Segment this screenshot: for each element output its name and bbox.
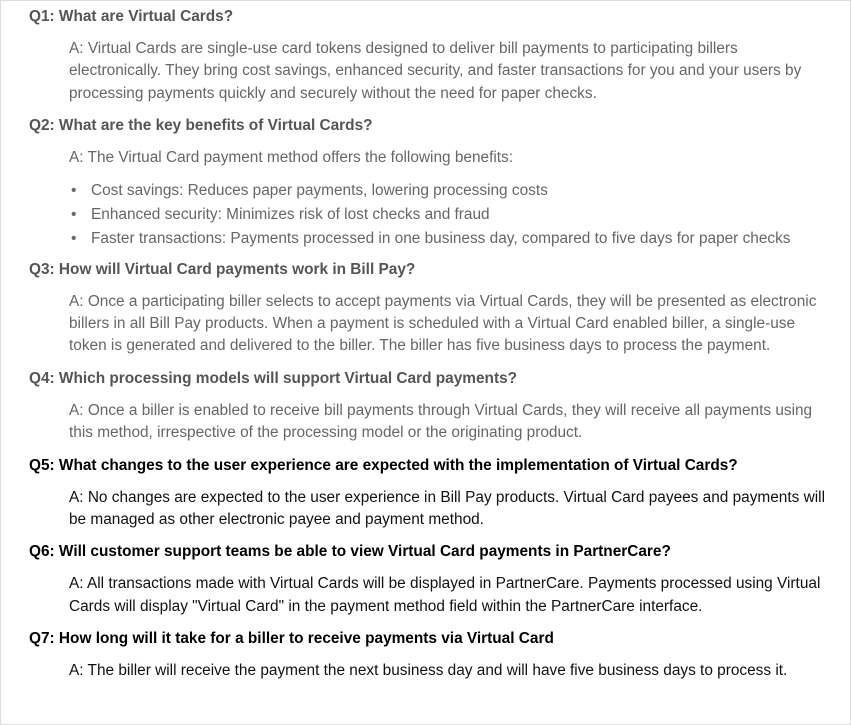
list-item: • Faster transactions: Payments processed in one business day, compared to five days for paper checks xyxy=(91,227,829,251)
faq-answer: A: The Virtual Card payment method offers the following benefits: xyxy=(69,149,514,167)
faq-list xyxy=(29,7,829,683)
faq-item-q5 xyxy=(29,456,829,532)
faq-question: Q2: What are the key benefits of Virtual Cards? xyxy=(29,117,373,135)
faq-answer: A: Once a participating biller selects to accept payments via Virtual Cards, they will be presented as electronic billers in all Bill Pay products. When a payment is scheduled with a Virtual Card enabled biller, a single-use token is generated and delivered to the biller. The biller has five business days to process the payment. xyxy=(69,292,817,355)
faq-question: Q1: What are Virtual Cards? xyxy=(29,8,234,25)
faq-item-q2 xyxy=(29,116,829,250)
list-item: • Enhanced security: Minimizes risk of lost checks and fraud xyxy=(91,203,829,227)
faq-question: Q7: How long will it take for a biller to receive payments via Virtual Card xyxy=(29,630,554,648)
faq-item-q7 xyxy=(29,629,829,682)
faq-question: Q5: What changes to the user experience are expected with the implementation of Virtual Cards? xyxy=(29,456,738,474)
faq-question: Q4: Which processing models will support Virtual Card payments? xyxy=(29,369,518,387)
faq-question: Q6: Will customer support teams be able to view Virtual Card payments in PartnerCare? xyxy=(29,543,671,561)
bullet-icon: • xyxy=(71,181,77,199)
faq-question: Q3: How will Virtual Card payments work in Bill Pay? xyxy=(29,260,416,278)
faq-answer: A: The biller will receive the payment the next business day and will have five business days to process it. xyxy=(69,662,788,680)
faq-answer: A: All transactions made with Virtual Cards will be displayed in PartnerCare. Payments processed using Virtual Cards will display "Virtual Card" in the payment method field within the PartnerCare interface. xyxy=(69,575,821,615)
bullet-icon: • xyxy=(71,205,77,223)
faq-answer: A: No changes are expected to the user experience in Bill Pay products. Virtual Card payees and payments will be managed as other electronic payee and payment method. xyxy=(69,488,825,529)
list-item: • Cost savings: Reduces paper payments, lowering processing costs xyxy=(91,179,829,203)
faq-item-q3 xyxy=(29,260,829,358)
faq-answer: A: Virtual Cards are single-use card tokens designed to deliver bill payments to participating billers electronically. They bring cost savings, enhanced security, and faster transactions for you and your users by processing payments quickly and securely without the need for paper checks. xyxy=(69,40,802,102)
faq-item-q4 xyxy=(29,369,829,445)
faq-item-q6 xyxy=(29,542,829,618)
benefits-list xyxy=(71,179,829,251)
faq-item-q1 xyxy=(29,7,829,105)
bullet-icon: • xyxy=(71,229,77,247)
faq-answer: A: Once a biller is enabled to receive bill payments through Virtual Cards, they will receive all payments using this method, irrespective of the processing model or the originating product. xyxy=(69,401,813,442)
